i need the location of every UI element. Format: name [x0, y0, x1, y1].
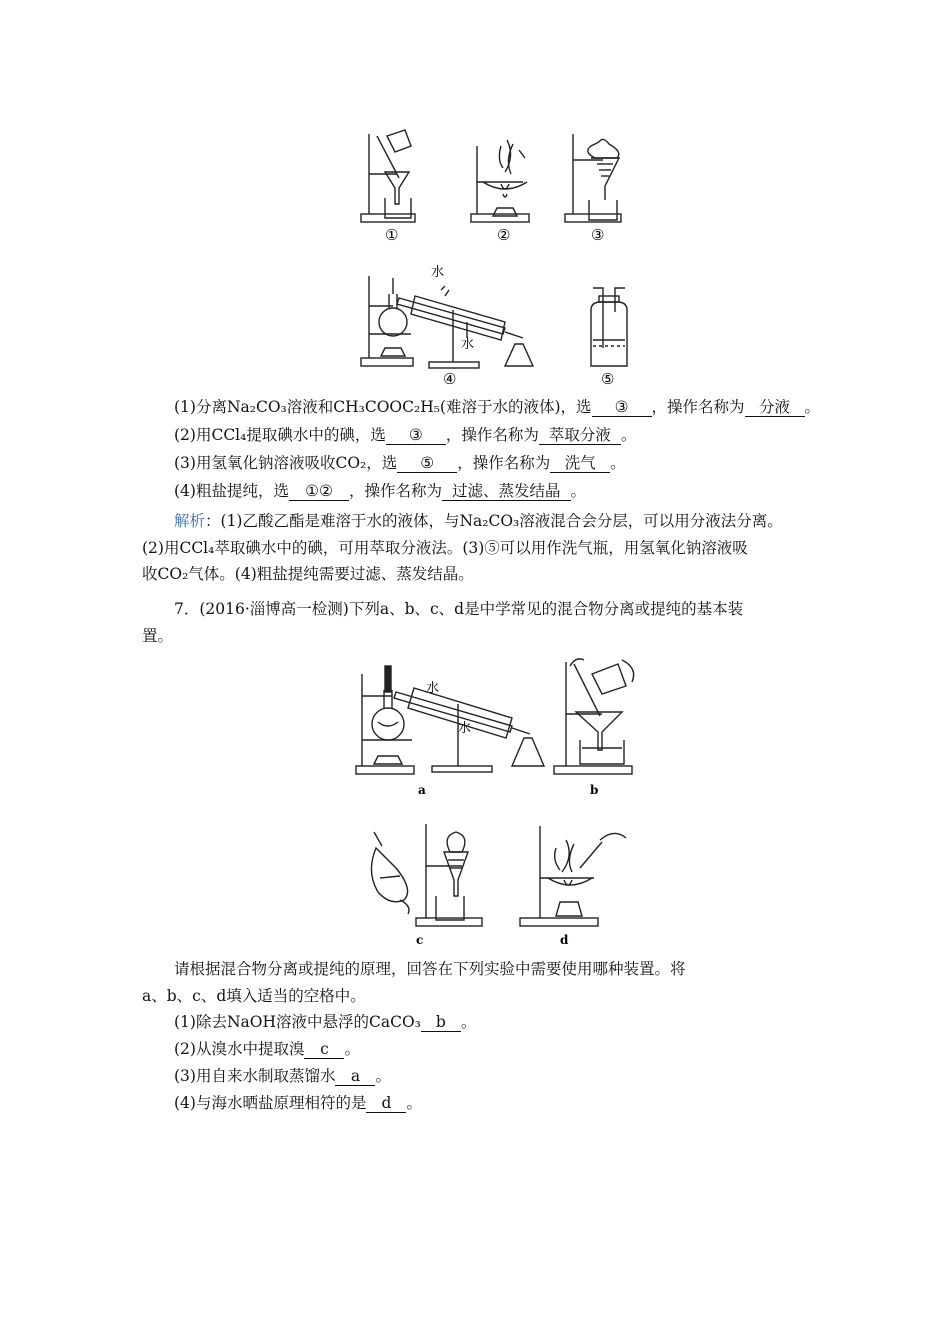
funnel-1	[385, 172, 409, 204]
beaker-3	[589, 200, 617, 220]
q6-analysis-line-1: 解析：(1)乙酸乙酯是难溶于水的液体，与Na₂CO₃溶液混合会分层，可以用分液法分离。	[174, 512, 783, 530]
q7-item-3: (3)用自来水制取蒸馏水 a 。	[174, 1067, 391, 1085]
answer-blank: b	[421, 1013, 461, 1032]
receiver-4	[505, 344, 533, 366]
label-3: ③	[591, 226, 605, 244]
analysis-label: 解析	[174, 512, 206, 530]
q6-item-4: (4)粗盐提纯，选 ①② ，操作名称为 过滤、蒸发结晶 。	[174, 482, 587, 500]
q6-item-1: (1)分离Na₂CO₃溶液和CH₃COOC₂H₅(难溶于水的液体)，选 ③ ，操作名称为 分液 。	[174, 398, 821, 416]
q7-item-2: (2)从溴水中提取溴 c 。	[174, 1040, 360, 1058]
label-1: ①	[385, 226, 399, 244]
stand-base-d	[520, 918, 598, 926]
answer-blank: d	[366, 1094, 406, 1113]
figure-apparatus-1-2-3	[355, 128, 635, 246]
q6-analysis-line-3: 收CO₂气体。(4)粗盐提纯需要过滤、蒸发结晶。	[142, 565, 474, 583]
q6-analysis-line-2: (2)用CCl₄萃取碘水中的碘，可用萃取分液法。(3)⑤可以用作洗气瓶，用氢氧化钠溶液吸	[142, 539, 748, 557]
sep-funnel-3	[588, 139, 619, 158]
water-label-a1: 水	[426, 681, 440, 696]
receiver-a	[512, 738, 544, 766]
label-4: ④	[443, 370, 457, 388]
answer-blank: 萃取分液	[539, 426, 621, 445]
sep-funnel-c-hand	[371, 848, 407, 902]
label-b: b	[590, 783, 599, 797]
lamp-d	[556, 902, 582, 916]
q7-stem-line-2: 置。	[142, 627, 174, 645]
beaker-c	[436, 896, 464, 920]
answer-blank: ⑤	[397, 454, 457, 473]
flask-4	[379, 308, 407, 336]
funnel-b	[576, 712, 622, 750]
q7-item-4: (4)与海水晒盐原理相符的是 d 。	[174, 1094, 422, 1112]
water-label-a2: 水	[458, 721, 472, 736]
pour-beaker-1	[387, 130, 411, 152]
label-5: ⑤	[601, 370, 615, 388]
stand-base-2	[471, 214, 529, 222]
q7-instr-line-2: a、b、c、d填入适当的空格中。	[142, 987, 366, 1005]
label-d: d	[560, 933, 569, 947]
water-label-out: 水	[461, 337, 475, 352]
answer-blank: ①②	[289, 482, 349, 501]
wash-bottle-5	[591, 302, 627, 366]
q6-item-2: (2)用CCl₄提取碘水中的碘，选 ③ ，操作名称为 萃取分液 。	[174, 426, 637, 444]
q7-stem-line-1: 7．(2016·淄博高一检测)下列a、b、c、d是中学常见的混合物分离或提纯的基本装	[174, 600, 744, 618]
q7-item-1: (1)除去NaOH溶液中悬浮的CaCO₃ b 。	[174, 1013, 477, 1031]
label-a: a	[418, 783, 426, 797]
figure-apparatus-4-5	[355, 262, 655, 390]
figure-apparatus-c-d	[356, 818, 636, 950]
stand-base-c	[416, 918, 482, 926]
label-c: c	[416, 933, 424, 947]
stand-base-a	[356, 766, 414, 774]
answer-blank: 洗气	[550, 454, 610, 473]
evap-dish-2	[483, 182, 527, 189]
answer-blank: ③	[386, 426, 446, 445]
q7-instr-line-1: 请根据混合物分离或提纯的原理，回答在下列实验中需要使用哪种装置。将	[174, 960, 686, 978]
beaker-1	[385, 198, 411, 218]
water-label-in: 水	[431, 265, 445, 280]
flask-a	[372, 708, 404, 740]
q6-item-3: (3)用氢氧化钠溶液吸收CO₂，选 ⑤ ，操作名称为 洗气 。	[174, 454, 626, 472]
stand-base-3	[565, 214, 621, 222]
stand-base-4	[361, 358, 413, 366]
answer-blank: c	[304, 1040, 344, 1059]
pour-beaker-b	[592, 664, 626, 694]
figure-apparatus-a-b	[352, 652, 652, 800]
stand-base-b	[554, 766, 632, 774]
label-2: ②	[497, 226, 511, 244]
lamp-2	[493, 208, 517, 216]
sep-funnel-c	[447, 832, 465, 852]
answer-blank: a	[335, 1067, 375, 1086]
answer-blank: 分液	[745, 398, 805, 417]
answer-blank: 过滤、蒸发结晶	[442, 482, 571, 501]
answer-blank: ③	[592, 398, 652, 417]
